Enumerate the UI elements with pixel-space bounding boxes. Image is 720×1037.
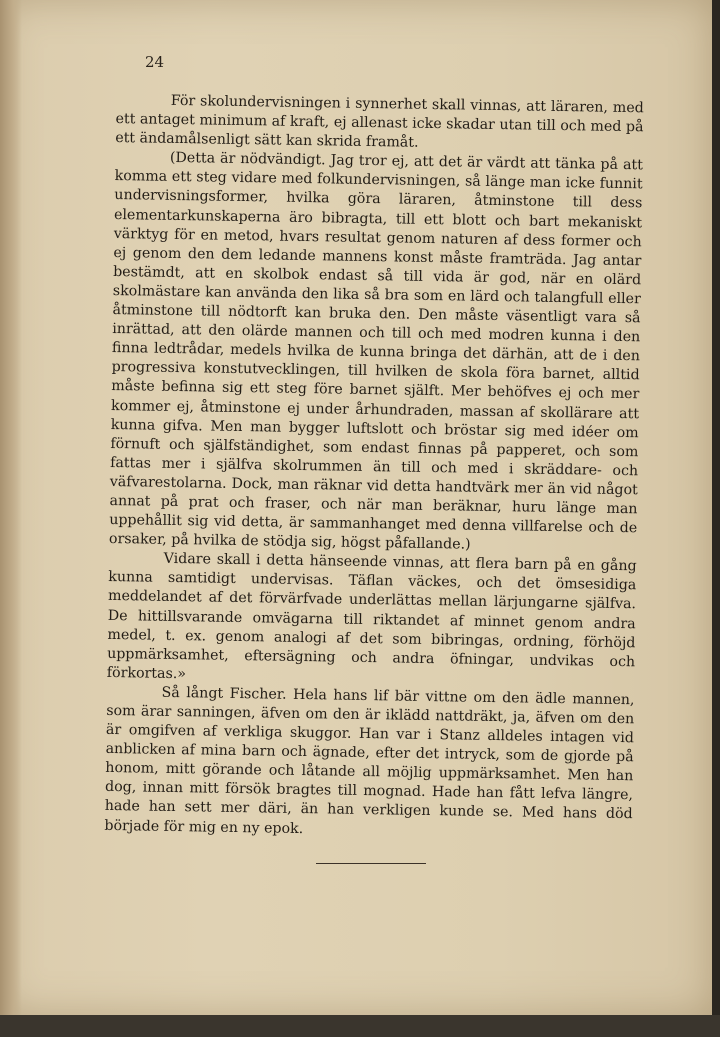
body-text	[104, 91, 644, 844]
section-divider	[316, 863, 426, 864]
paragraph-1: För skolundervisningen i synnerhet skall vinnas, att läraren, med ett antaget minimum af kraft, ej allenast icke skadar utan till och med på ett ändamålsenligt sätt kan skrida framåt.	[115, 92, 644, 151]
scan-border	[0, 1015, 720, 1037]
paragraph-3: Vidare skall i detta hänseende vinnas, att flera barn på en gång kunna samtidigt undervisas. Täflan väckes, och det ömsesidiga meddelandet af det förvärfvade underlättas mellan lärjungarne själfva. De hittillsvarande omvägarna till riktandet af minnet genom andra medel, t. ex. genom analogi af det som bibringas, ordning, förhöjd uppmärksamhet, eftersägning och andra öfningar, undvikas och förkortas.»	[106, 551, 637, 682]
page-gutter	[0, 0, 22, 1015]
page-number: 24	[145, 53, 165, 71]
paragraph-2: (Detta är nödvändigt. Jag tror ej, att det är värdt att tänka på att komma ett steg vidare med folkundervisningen, så länge man icke funnit undervisningsformer, hvilka göra läraren, åtminstone till dess elementarkunskaperna äro bibragta, till ett blott och bart mekaniskt värktyg för en metod, hvars resultat genom naturen af dess former och ej genom den dem ledande mannens konst måste framträda. Jag antar bestämdt, att en skolbok endast så till vida är god, när en olärd skolmästare kan använda den lika så bra som en lärd och talangfull eller åtminstone till nödtorft kan bruka den. Den måste väsentligt vara så inrättad, att den olärde mannen och till och med modren kunna i den finna ledtrådar, medels hvilka de kunna bringa det därhän, att de i den progressiva konstutvecklingen, till hvilken de skola föra barnet, alltid måste befinna sig ett steg före barnet själft. Mer behöfves ej och mer kommer ej, åtminstone ej under århundraden, massan af skollärare att kunna gifva. Men man bygger luftslott och bröstar sig med idéer om förnuft och själfständighet, som endast finnas på papperet, och som fattas mer i själfva skolrummen än till och med i skräddare- och väfvarestolarna. Dock, man räknar vid detta handtvärk mer än vid något annat på prat och fraser, och när man beräknar, huru länge man uppehållit sig vid detta, är sammanhanget med denna villfarelse och de orsaker, på hvilka de stödja sig, högst påfallande.)	[108, 150, 644, 553]
paragraph-4: Så långt Fischer. Hela hans lif bär vittne om den ädle mannen, som ärar sanningen, äfven om den är iklädd nattdräkt, ja, äfven om den är omgifven af verkliga skuggor. Han var i Stanz alldeles intagen vid anblicken af mina barn och ägnade, efter det intryck, som de gjorde på honom, mitt görande och låtande all möjlig uppmärksamhet. Men han dog, innan mitt försök bragtes till mognad. Hade han fått lefva längre, hade han sett mer däri, än han verkligen kunde se. Med hans död började för mig en ny epok.	[104, 684, 635, 837]
